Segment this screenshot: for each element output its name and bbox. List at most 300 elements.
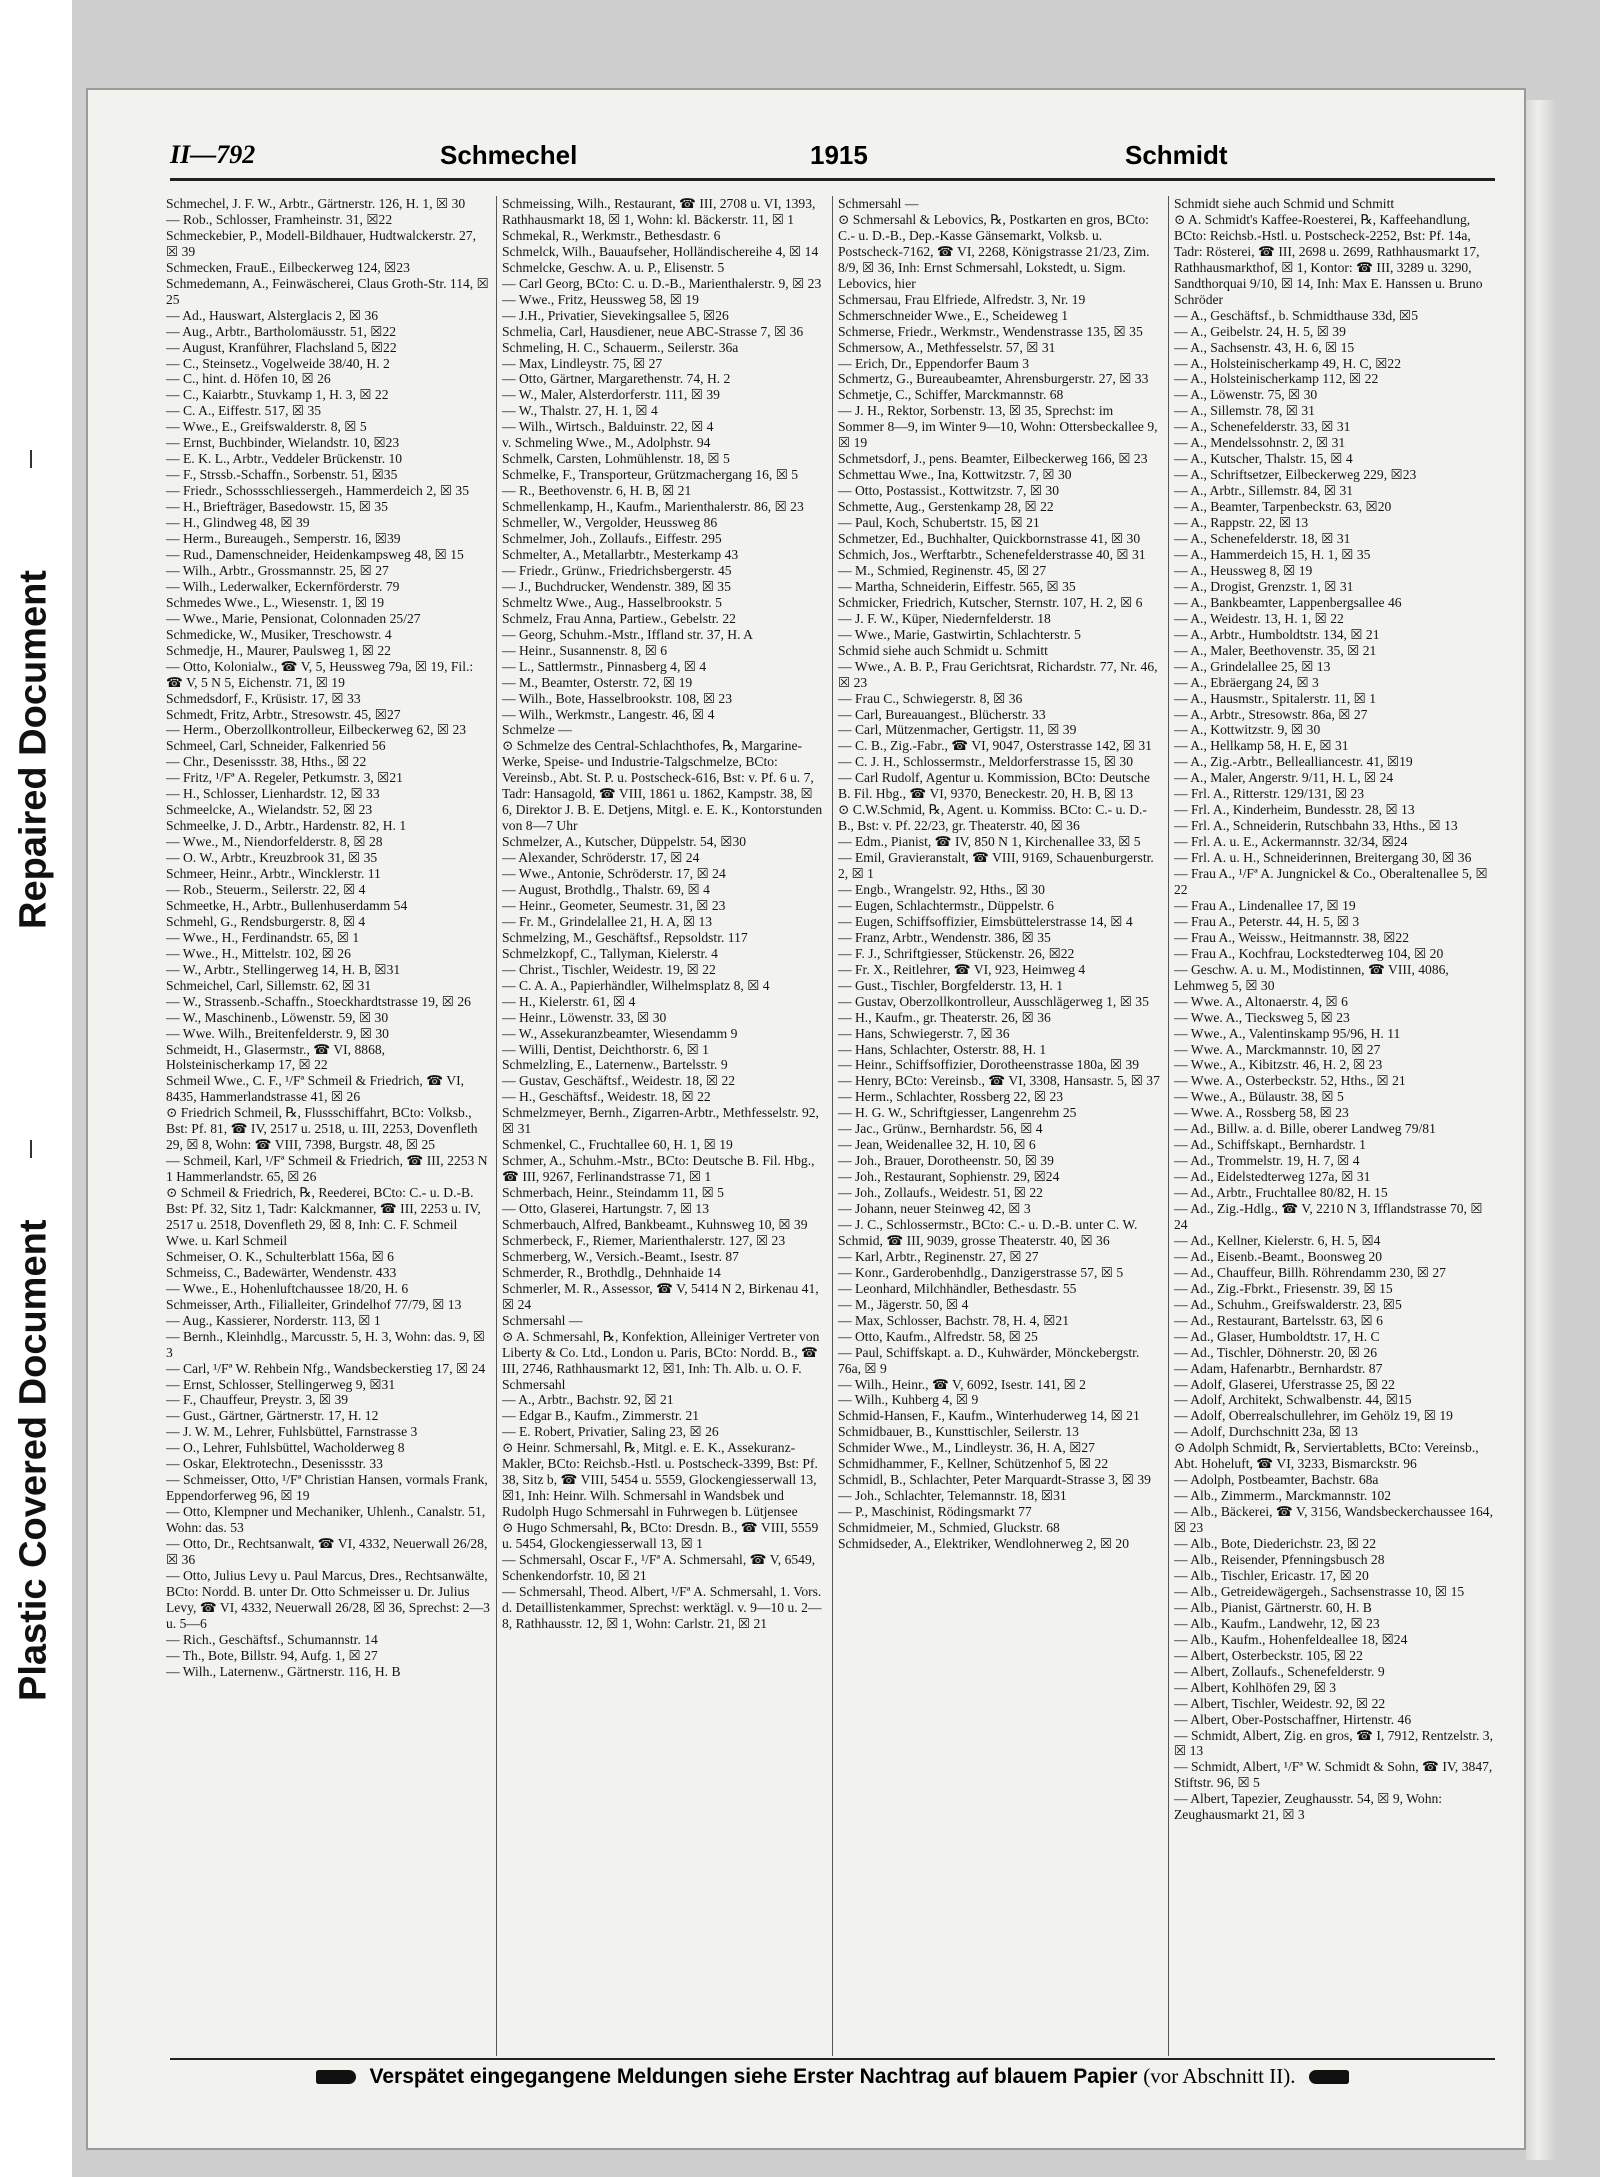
directory-entry: Schmertz, G., Bureaubeamter, Ahrensburgerstr. 27, ☒ 33 [838,371,1149,387]
directory-entry: Schmeetke, H., Arbtr., Bullenhuserdamm 54 [166,897,408,913]
directory-entry: Schmerder, R., Brothdlg., Dehnhaide 14 [502,1264,721,1280]
directory-entry: — Heinr., Löwenstr. 33, ☒ 30 [502,1009,667,1025]
directory-entry: — Alb., Kaufm., Landwehr, 12, ☒ 23 [1174,1615,1380,1631]
directory-entry: Schmersahl — [838,196,919,211]
directory-entry: Schmelze — [502,722,572,738]
directory-entry: Schmechel, J. F. W., Arbtr., Gärtnerstr. 126, H. 1, ☒ 30 [166,196,466,211]
directory-entry: — Willi, Dentist, Deichthorstr. 6, ☒ 1 [502,1041,709,1057]
running-head [170,140,1490,180]
directory-entry: — Wwe., E., Hohenluftchaussee 18/20, H. 6 [166,1280,409,1296]
directory-entry: — J. W. M., Lehrer, Fuhlsbüttel, Farnstrasse 3 [166,1424,418,1440]
directory-entry: — Schmeisser, Otto, ¹/Fª Christian Hansen, vormals Frank, Eppendorferweg 96, ☒ 19 [166,1472,488,1504]
directory-entry: — Ad., Eisenb.-Beamt., Boonsweg 20 [1174,1248,1383,1264]
directory-entry: Schmersau, Frau Elfriede, Alfredstr. 3, Nr. 19 [838,291,1086,307]
directory-entry: — A., Geibelstr. 24, H. 5, ☒ 39 [1174,323,1346,339]
directory-entry: — Wilh., Heinr., ☎ V, 6092, Isestr. 141, ☒ 2 [838,1376,1086,1392]
directory-entry: — Wwe., Fritz, Heussweg 58, ☒ 19 [502,291,699,307]
directory-entry: Schmenkel, C., Fruchtallee 60, H. 1, ☒ 19 [502,1137,733,1153]
directory-entry: — A., Arbtr., Humboldtstr. 134, ☒ 21 [1174,626,1380,642]
directory-entry: — August, Kranführer, Flachsland 5, ☒22 [166,339,397,355]
directory-entry: — H., Geschäftsf., Weidestr. 18, ☒ 22 [502,1089,711,1105]
directory-entry: Schmeisser, Arth., Filialleiter, Grindelhof 77/79, ☒ 13 [166,1296,462,1312]
directory-entry: — Franz, Arbtr., Wendenstr. 386, ☒ 35 [838,929,1051,945]
directory-entry: Schmidhammer, F., Kellner, Schützenhof 5, ☒ 22 [838,1456,1109,1472]
directory-entry: — C., hint. d. Höfen 10, ☒ 26 [166,371,331,387]
directory-entry: — Otto, Glaserei, Hartungstr. 7, ☒ 13 [502,1201,709,1217]
directory-entry: Schmeel, Carl, Schneider, Falkenried 56 [166,738,386,754]
directory-entry: — Schmidt, Albert, Zig. en gros, ☎ I, 7912, Rentzelstr. 3, ☒ 13 [1174,1727,1493,1759]
directory-entry: — C. A. A., Papierhändler, Wilhelmsplatz 8, ☒ 4 [502,977,770,993]
directory-entry: — L., Sattlermstr., Pinnasberg 4, ☒ 4 [502,658,707,674]
directory-entry: — W., Strassenb.-Schaffn., Stoeckhardtstrasse 19, ☒ 26 [166,993,471,1009]
directory-entry: ⊙ A. Schmersahl, ℞, Konfektion, Alleiniger Vertreter von Liberty & Co. Ltd., London u. Paris, BCto: Nordd. B., ☎ III, 2746, Rathhausmarkt 12, ☒1, Inh: Th. Alb. u. O. F. Schmersahl [502,1328,820,1392]
directory-entry: — A., Heussweg 8, ☒ 19 [1174,562,1313,578]
directory-entry: — Frl. A., Schneiderin, Rutschbahn 33, Hths., ☒ 13 [1174,818,1458,834]
directory-entry: — Albert, Tischler, Weidestr. 92, ☒ 22 [1174,1695,1386,1711]
directory-entry: — Frau C., Schwiegerstr. 8, ☒ 36 [838,690,1023,706]
directory-entry: — C. J. H., Schlossermstr., Meldorferstrasse 15, ☒ 30 [838,754,1133,770]
page-number: II—792 [170,140,256,169]
directory-entry: — A., Sillemstr. 78, ☒ 31 [1174,403,1315,419]
directory-entry: — Rich., Geschäftsf., Schumannstr. 14 [166,1631,378,1647]
directory-entry: Schmerse, Friedr., Werkmstr., Wendenstrasse 135, ☒ 35 [838,323,1143,339]
directory-entry: — Carl Georg, BCto: C. u. D.-B., Marienthalerstr. 9, ☒ 23 [502,275,822,291]
dash-mark [30,450,32,468]
directory-entry: — Wwe. A., Tiecksweg 5, ☒ 23 [1174,1009,1350,1025]
directory-entry: — Albert, Osterbeckstr. 105, ☒ 22 [1174,1647,1363,1663]
directory-entry: — A., Kutscher, Thalstr. 15, ☒ 4 [1174,451,1353,467]
directory-entry: — Max, Schlosser, Bachstr. 78, H. 4, ☒21 [838,1312,1070,1328]
directory-entry: — A., Maler, Angerstr. 9/11, H. L, ☒ 24 [1174,770,1394,786]
directory-entry: — Heinr., Geometer, Seumestr. 31, ☒ 23 [502,897,726,913]
directory-entry: ⊙ Adolph Schmidt, ℞, Serviertabletts, BCto: Vereinsb., Abt. Hoheluft, ☎ VI, 3233, Bismarckstr. 96 [1174,1440,1479,1472]
directory-entry: — Otto, Gärtner, Margarethenstr. 74, H. 2 [502,371,731,387]
column-3 [838,196,1162,2056]
directory-entry: — Wwe., H., Ferdinandstr. 65, ☒ 1 [166,929,360,945]
directory-entry: — Carl, Mützenmacher, Gertigstr. 11, ☒ 39 [838,722,1077,738]
directory-entry: — Alb., Kaufm., Hohenfeldeallee 18, ☒24 [1174,1631,1408,1647]
directory-entry: — A., Hellkamp 58, H. E, ☒ 31 [1174,738,1349,754]
directory-entry: — Schmersahl, Theod. Albert, ¹/Fª A. Schmersahl, 1. Vors. d. Detaillistenkammer, Sprechst: werktägl. v. 9—10 u. 2—8, Rathhausstr. 12, ☒ 1, Wohn: Carlstr. 21, ☒ 21 [502,1583,822,1631]
directory-entry: ⊙ Schmersahl & Lebovics, ℞, Postkarten en gros, BCto: C.- u. D.-B., Dep.-Kasse Gänsemarkt, Volksb. u. Postscheck-7162, ☎ VI, 2268, Königstrasse 21/23, Zim. 8/9, ☒ 36, Inh: Ernst Schmersahl, Lokstedt, u. Sigm. Lebovics, hier [838,211,1150,291]
directory-entry: — Ad., Billw. a. d. Bille, oberer Landweg 79/81 [1174,1121,1436,1137]
directory-entry: — Ernst, Buchbinder, Wielandstr. 10, ☒23 [166,435,400,451]
directory-entry: — Wwe. Wilh., Breitenfelderstr. 9, ☒ 30 [166,1025,389,1041]
entry-columns [166,196,1496,2056]
directory-entry: — Max, Lindleystr. 75, ☒ 27 [502,355,663,371]
directory-entry: — Wilh., Laternenw., Gärtnerstr. 116, H. B [166,1663,401,1679]
directory-entry: — Wilh., Bote, Hasselbrookstr. 108, ☒ 23 [502,690,733,706]
directory-entry: — A., Schriftsetzer, Eilbeckerweg 229, ☒23 [1174,467,1417,483]
directory-entry: — Ad., Glaser, Humboldtstr. 17, H. C [1174,1328,1380,1344]
directory-entry: — Gustav, Geschäftsf., Weidestr. 18, ☒ 22 [502,1073,736,1089]
directory-entry: Schmeil Wwe., C. F., ¹/Fª Schmeil & Friedrich, ☎ VI, 8435, Hammerlandstrasse 41, ☒ 26 [166,1073,465,1105]
directory-entry: — Joh., Brauer, Dorotheenstr. 50, ☒ 39 [838,1153,1054,1169]
directory-entry: Schmeissing, Wilh., Restaurant, ☎ III, 2708 u. VI, 1393, Rathhausmarkt 18, ☒ 1, Wohn: kl. Bäckerstr. 11, ☒ 1 [502,196,816,227]
directory-entry: — H., Briefträger, Basedowstr. 15, ☒ 35 [166,499,388,515]
directory-entry: Schmelz, Frau Anna, Partiew., Gebelstr. 22 [502,610,736,626]
directory-entry: — Adolf, Oberrealschullehrer, im Gehölz 19, ☒ 19 [1174,1408,1453,1424]
directory-entry: Schmehl, G., Rendsburgerstr. 8, ☒ 4 [166,913,366,929]
directory-entry: — Eugen, Schiffsoffizier, Eimsbüttelerstrasse 14, ☒ 4 [838,913,1133,929]
side-label-strip [0,0,72,2177]
directory-entry: — Emil, Gravieranstalt, ☎ VIII, 9169, Schauenburgerstr. 2, ☒ 1 [838,850,1154,882]
directory-entry: Schmidmeier, M., Schmied, Gluckstr. 68 [838,1520,1060,1536]
directory-entry: — Karl, Arbtr., Reginenstr. 27, ☒ 27 [838,1248,1039,1264]
directory-entry: — Rud., Damenschneider, Heidenkampsweg 48, ☒ 15 [166,546,464,562]
directory-entry: Schmelmer, Joh., Zollaufs., Eiffestr. 295 [502,531,722,547]
directory-entry: — C. B., Zig.-Fabr., ☎ VI, 9047, Osterstrasse 142, ☒ 31 [838,738,1152,754]
directory-entry: — W., Maschinenb., Löwenstr. 59, ☒ 30 [166,1009,389,1025]
directory-entry: — Edm., Pianist, ☎ IV, 850 N 1, Kirchenallee 33, ☒ 5 [838,834,1141,850]
directory-entry: — Rob., Steuerm., Seilerstr. 22, ☒ 4 [166,881,366,897]
directory-entry: — Alexander, Schröderstr. 17, ☒ 24 [502,850,700,866]
directory-entry: — Carl, ¹/Fª W. Rehbein Nfg., Wandsbeckerstieg 17, ☒ 24 [166,1360,486,1376]
directory-entry: — W., Maler, Alsterdorferstr. 111, ☒ 39 [502,387,720,403]
directory-entry: — J. C., Schlossermstr., BCto: C.- u. D.-B. unter C. W. Schmid, ☎ III, 9039, grosse Theaterstr. 40, ☒ 36 [838,1217,1138,1248]
directory-entry: Schmeelke, J. D., Arbtr., Hardenstr. 82, H. 1 [166,818,407,834]
directory-entry: — Ad., Zig.-Hdlg., ☎ V, 2210 N 3, Ifflandstrasse 70, ☒ 24 [1174,1201,1483,1232]
directory-entry: — Leonhard, Milchhändler, Bethesdastr. 55 [838,1280,1077,1296]
directory-entry: — Adolf, Durchschnitt 23a, ☒ 13 [1174,1424,1358,1440]
directory-entry: — Paul, Schiffskapt. a. D., Kuhwärder, Mönckebergstr. 76a, ☒ 9 [838,1344,1140,1376]
directory-entry: Schmeltz Wwe., Aug., Hasselbrookstr. 5 [502,594,722,610]
directory-entry: — Wwe. A., Altonaerstr. 4, ☒ 6 [1174,993,1348,1009]
directory-entry: — J.H., Privatier, Sievekingsallee 5, ☒26 [502,307,729,323]
directory-entry: — Alb., Bote, Diederichstr. 23, ☒ 22 [1174,1536,1377,1552]
directory-entry: Schmeiser, O. K., Schulterblatt 156a, ☒ 6 [166,1248,394,1264]
directory-entry: — Alb., Tischler, Ericastr. 17, ☒ 20 [1174,1567,1369,1583]
directory-entry: — Alb., Bäckerei, ☎ V, 3156, Wandsbeckerchaussee 164, ☒ 23 [1174,1504,1493,1536]
directory-entry: — Ad., Trommelstr. 19, H. 7, ☒ 4 [1174,1153,1360,1169]
directory-entry: Schmette, Aug., Gerstenkamp 28, ☒ 22 [838,499,1054,515]
directory-entry: — Fr. M., Grindelallee 21, H. A, ☒ 13 [502,913,713,929]
directory-entry: — A., Arbtr., Sillemstr. 84, ☒ 31 [1174,483,1354,499]
directory-entry: — Herm., Bureaugeh., Semperstr. 16, ☒39 [166,531,401,547]
directory-entry: Schmerler, M. R., Assessor, ☎ V, 5414 N 2, Birkenau 41, ☒ 24 [502,1280,819,1312]
directory-entry: Schmicker, Friedrich, Kutscher, Sternstr. 107, H. 2, ☒ 6 [838,594,1143,610]
directory-entry: — Wwe., Marie, Pensionat, Colonnaden 25/27 [166,610,421,626]
directory-entry: Schmidl, B., Schlachter, Peter Marquardt-Strasse 3, ☒ 39 [838,1472,1151,1488]
directory-entry: Schmersow, A., Methfesselstr. 57, ☒ 31 [838,339,1056,355]
directory-entry: — Wilh., Wirtsch., Balduinstr. 22, ☒ 4 [502,419,714,435]
directory-entry: — Aug., Arbtr., Bartholomäusstr. 51, ☒22 [166,323,397,339]
directory-entry: — Heinr., Susannenstr. 8, ☒ 6 [502,642,668,658]
directory-entry: — Ad., Schuhm., Greifswalderstr. 23, ☒5 [1174,1296,1402,1312]
column-2 [502,196,826,2056]
directory-entry: — W., Assekuranzbeamter, Wiesendamm 9 [502,1025,738,1041]
directory-entry: — Ad., Zig.-Fbrkt., Friesenstr. 39, ☒ 15 [1174,1280,1393,1296]
directory-entry: Schmeichel, Carl, Sillemstr. 62, ☒ 31 [166,977,372,993]
directory-entry: Schmelcke, Geschw. A. u. P., Elisenstr. 5 [502,259,725,275]
directory-entry: Schmer, A., Schuhm.-Mstr., BCto: Deutsche B. Fil. Hbg., ☎ III, 9267, Ferlinandstrasse 71, ☒ 1 [502,1153,815,1185]
column-4 [1174,196,1498,2056]
directory-entry: — Georg, Schuhm.-Mstr., Iffland str. 37, H. A [502,626,753,642]
directory-entry: — A., Zig.-Arbtr., Bellealliancestr. 41, ☒19 [1174,754,1413,770]
directory-entry: Schmeckebier, P., Modell-Bildhauer, Hudtwalckerstr. 27, ☒ 39 [166,227,476,259]
directory-year: 1915 [810,140,868,170]
directory-entry: — Wilh., Kuhberg 4, ☒ 9 [838,1392,979,1408]
footer-rule [170,2058,1495,2060]
directory-entry: — Alb., Getreidewägergeh., Sachsenstrasse 10, ☒ 15 [1174,1583,1465,1599]
directory-entry: — Wwe., A., Bülaustr. 38, ☒ 5 [1174,1089,1344,1105]
directory-entry: — H., Schlosser, Lienhardstr. 12, ☒ 33 [166,786,380,802]
directory-entry: — P., Maschinist, Rödingsmarkt 77 [838,1504,1032,1520]
directory-entry: Schmelter, A., Metallarbtr., Mesterkamp 43 [502,546,739,562]
directory-entry: — Geschw. A. u. M., Modistinnen, ☎ VIII, 4086, Lehmweg 5, ☒ 30 [1174,961,1449,993]
directory-entry: — A., Schenefelderstr. 18, ☒ 31 [1174,531,1351,547]
directory-entry: — Wilh., Werkmstr., Langestr. 46, ☒ 4 [502,706,715,722]
directory-entry: ⊙ Heinr. Schmersahl, ℞, Mitgl. e. E. K., Assekuranz-Makler, BCto: Reichsb.-Hstl. u. Postscheck-3399, Bst: Pf. 38, Sitz b, ☎ VIII, 5454 u. 5559, Glockengiesserwall 13, ☒1, Inh: Heinr. Wilh. Schmersahl in Wandsbek und Rudolph Hugo Schmersahl in Fuhrwegen b. Lütjensee [502,1440,818,1520]
directory-entry: Schmedt, Fritz, Arbtr., Stresowstr. 45, ☒27 [166,706,401,722]
directory-entry: — Konr., Garderobenhdlg., Danzigerstrasse 57, ☒ 5 [838,1264,1124,1280]
directory-entry: Schmelzer, A., Kutscher, Düppelstr. 54, ☒30 [502,834,747,850]
directory-entry: Schmich, Jos., Werftarbtr., Schenefelderstrasse 40, ☒ 31 [838,546,1146,562]
directory-entry: — Otto, Julius Levy u. Paul Marcus, Dres., Rechtsanwälte, BCto: Nordd. B. unter Dr. Otto Schmeisser u. Dr. Julius Levy, ☎ VI, 4332, Neuerwall 26/28, ☒ 36, Sprechst: 2—3 u. 5—6 [166,1567,490,1631]
directory-entry: — Fritz, ¹/Fª A. Regeler, Petkumstr. 3, ☒21 [166,770,403,786]
directory-entry: — Frau A., Lindenallee 17, ☒ 19 [1174,897,1356,913]
directory-entry: — A., Schenefelderstr. 33, ☒ 31 [1174,419,1351,435]
first-name-heading: Schmechel [440,140,578,170]
directory-entry: Schmetje, C., Schiffer, Marckmannstr. 68 [838,387,1064,403]
directory-entry: Schmedje, H., Maurer, Paulsweg 1, ☒ 22 [166,642,391,658]
directory-entry: — Alb., Pianist, Gärtnerstr. 60, H. B [1174,1599,1372,1615]
directory-entry: — Ernst, Schlosser, Stellingerweg 9, ☒31 [166,1376,396,1392]
directory-entry: — Otto, Kaufm., Alfredstr. 58, ☒ 25 [838,1328,1038,1344]
directory-entry: — C., Steinsetz., Vogelweide 38/40, H. 2 [166,355,390,371]
directory-entry: — Albert, Ober-Postschaffner, Hirtenstr. 46 [1174,1711,1412,1727]
directory-entry: — Wilh., Arbtr., Grossmannstr. 25, ☒ 27 [166,562,389,578]
directory-entry: Schmellenkamp, H., Kaufm., Marienthalerstr. 86, ☒ 23 [502,499,804,515]
directory-entry: — Wwe., A., Valentinskamp 95/96, H. 11 [1174,1025,1401,1041]
directory-entry: — Schmeil, Karl, ¹/Fª Schmeil & Friedrich, ☎ III, 2253 N 1 Hammerlandstr. 65, ☒ 26 [166,1153,488,1185]
directory-entry: ⊙ Friedrich Schmeil, ℞, Flussschiffahrt, BCto: Volksb., Bst: Pf. 81, ☎ IV, 2517 u. 2518, u. III, 2253, Dovenfleth 29, ☒ 8, Wohn: ☎ VIII, 7398, Burgstr. 48, ☒ 25 [166,1105,478,1153]
directory-entry: — Adolf, Glaserei, Uferstrasse 25, ☒ 22 [1174,1376,1395,1392]
directory-entry: Schmecken, FrauE., Eilbeckerweg 124, ☒23 [166,259,410,275]
directory-entry: Schmeller, W., Vergolder, Heussweg 86 [502,515,718,531]
directory-entry: Schmelk, Carsten, Lohmühlenstr. 18, ☒ 5 [502,451,730,467]
footer-note [170,2064,1495,2089]
directory-entry: ⊙ A. Schmidt's Kaffee-Roesterei, ℞, Kaffeehandlung, BCto: Reichsb.-Hstl. u. Postscheck-2252, Bst: Pf. 14a, Tadr: Rösterei, ☎ III, 2698 u. 2699, Rathhausmarkt 17, Rathhausmarkthof, ☒ 1, Kontor: ☎ III, 3289 u. 3290, Sandthorquai 9/10, ☒ 14, Inh: Max E. Hanssen u. Bruno Schröder [1174,211,1483,307]
directory-entry: — Wwe., A., Kibitzstr. 46, H. 2, ☒ 23 [1174,1057,1383,1073]
header-rule [170,178,1495,181]
directory-entry: — C., Kaiarbtr., Stuvkamp 1, H. 3, ☒ 22 [166,387,389,403]
directory-entry: — A., Kottwitzstr. 9, ☒ 30 [1174,722,1321,738]
directory-entry: — Wwe., H., Mittelstr. 102, ☒ 26 [166,945,351,961]
directory-entry: — Ad., Eidelstedterweg 127a, ☒ 31 [1174,1169,1371,1185]
directory-entry: — A., Hammerdeich 15, H. 1, ☒ 35 [1174,546,1371,562]
directory-entry: — Frau A., Kochfrau, Lockstedterweg 104, ☒ 20 [1174,945,1444,961]
directory-entry: — A., Beamter, Tarpenbeckstr. 63, ☒20 [1174,499,1392,515]
directory-entry: — C. A., Eiffestr. 517, ☒ 35 [166,403,322,419]
directory-entry: — Frl. A., Ritterstr. 129/131, ☒ 23 [1174,786,1365,802]
directory-entry: Schmider Wwe., M., Lindleystr. 36, H. A, ☒27 [838,1440,1095,1456]
directory-entry: Schmedemann, A., Feinwäscherei, Claus Groth-Str. 114, ☒ 25 [166,275,489,307]
directory-entry: — Wwe., Antonie, Schröderstr. 17, ☒ 24 [502,866,726,882]
directory-entry: — Adolf, Architekt, Schwalbenstr. 44, ☒15 [1174,1392,1412,1408]
directory-entry: — Adam, Hafenarbtr., Bernhardstr. 87 [1174,1360,1383,1376]
directory-entry: — A., Holsteinischerkamp 112, ☒ 22 [1174,371,1379,387]
directory-entry: — Albert, Kohlhöfen 29, ☒ 3 [1174,1679,1337,1695]
directory-entry: Schmerbeck, F., Riemer, Marienthalerstr. 127, ☒ 23 [502,1232,786,1248]
directory-entry: — H. G. W., Schriftgiesser, Langenrehm 25 [838,1105,1077,1121]
directory-entry: Schmeelcke, A., Wielandstr. 52, ☒ 23 [166,802,373,818]
directory-entry: — Wwe., A. B. P., Frau Gerichtsrat, Richardstr. 77, Nr. 46, ☒ 23 [838,658,1158,690]
directory-entry: — Chr., Desenissstr. 38, Hths., ☒ 22 [166,754,367,770]
directory-entry: — Friedr., Schossschliessergeh., Hammerdeich 2, ☒ 35 [166,483,470,499]
directory-entry: — Eugen, Schlachtermstr., Düppelstr. 6 [838,897,1054,913]
directory-entry: Schmelck, Wilh., Bauaufseher, Holländischereihe 4, ☒ 14 [502,243,819,259]
directory-entry: — F., Strssb.-Schaffn., Sorbenstr. 51, ☒35 [166,467,398,483]
directory-entry: — Albert, Zollaufs., Schenefelderstr. 9 [1174,1663,1385,1679]
footer-main-text: Verspätet eingegangene Meldungen siehe Erster Nachtrag auf blauem Papier [369,2065,1138,2088]
directory-entry: Schmid-Hansen, F., Kaufm., Winterhuderweg 14, ☒ 21 [838,1408,1140,1424]
directory-entry: ⊙ C.W.Schmid, ℞, Agent. u. Kommiss. BCto: C.- u. D.-B., Bst: v. Pf. 22/23, gr. Theaterstr. 40, ☒ 36 [838,802,1147,834]
directory-entry: — Frau A., Weissw., Heitmannstr. 38, ☒22 [1174,929,1410,945]
directory-entry: Schmedes Wwe., L., Wiesenstr. 1, ☒ 19 [166,594,385,610]
directory-entry: — Ad., Tischler, Döhnerstr. 20, ☒ 26 [1174,1344,1378,1360]
directory-entry: — Frl. A. u. E., Ackermannstr. 32/34, ☒24 [1174,834,1408,850]
directory-entry: Schmetsdorf, J., pens. Beamter, Eilbeckerweg 166, ☒ 23 [838,451,1148,467]
directory-entry: Schmidbauer, B., Kunsttischler, Seilerstr. 13 [838,1424,1079,1440]
directory-entry: — F. J., Schriftgiesser, Stückenstr. 26, ☒22 [838,945,1075,961]
directory-entry: — R., Beethovenstr. 6, H. B, ☒ 21 [502,483,692,499]
directory-entry: Schmeidt, H., Glasermstr., ☎ VI, 8868, Holsteinischerkamp 17, ☒ 22 [166,1041,386,1073]
directory-entry: — A., Maler, Beethovenstr. 35, ☒ 21 [1174,642,1377,658]
directory-entry: Schmerbach, Heinr., Steindamm 11, ☒ 5 [502,1185,724,1201]
directory-entry: — Fr. X., Reitlehrer, ☎ VI, 923, Heimweg 4 [838,961,1086,977]
directory-entry: — Wwe. A., Rossberg 58, ☒ 23 [1174,1105,1349,1121]
directory-entry: Schmedsdorf, F., Krüsistr. 17, ☒ 33 [166,690,361,706]
directory-entry: — Albert, Tapezier, Zeughausstr. 54, ☒ 9, Wohn: Zeughausmarkt 21, ☒ 3 [1174,1791,1443,1823]
directory-entry: — M., Schmied, Reginenstr. 45, ☒ 27 [838,562,1047,578]
directory-entry: — O., Lehrer, Fuhlsbüttel, Wacholderweg 8 [166,1440,405,1456]
directory-entry: — Th., Bote, Billstr. 94, Aufg. 1, ☒ 27 [166,1647,378,1663]
directory-entry: — Otto, Klempner und Mechaniker, Uhlenh., Canalstr. 51, Wohn: das. 53 [166,1504,486,1536]
directory-entry: — Gustav, Oberzollkontrolleur, Ausschlägerweg 1, ☒ 35 [838,993,1149,1009]
directory-entry: — Erich, Dr., Eppendorfer Baum 3 [838,355,1030,371]
directory-entry: — Henry, BCto: Vereinsb., ☎ VI, 3308, Hansastr. 5, ☒ 37 [838,1073,1160,1089]
directory-entry: — Carl Rudolf, Agentur u. Kommission, BCto: Deutsche B. Fil. Hbg., ☎ VI, 9370, Beneckestr. 20, H. B, ☒ 13 [838,770,1150,802]
directory-entry: — A., Weidestr. 13, H. 1, ☒ 22 [1174,610,1344,626]
directory-entry: — A., Rappstr. 22, ☒ 13 [1174,515,1309,531]
directory-entry: Schmelia, Carl, Hausdiener, neue ABC-Strasse 7, ☒ 36 [502,323,804,339]
directory-entry: — Jean, Weidenallee 32, H. 10, ☒ 6 [838,1137,1036,1153]
directory-entry: — A., Grindelallee 25, ☒ 13 [1174,658,1331,674]
directory-entry: Schmidseder, A., Elektriker, Wendlohnerweg 2, ☒ 20 [838,1536,1130,1552]
directory-entry: — Joh., Zollaufs., Weidestr. 51, ☒ 22 [838,1185,1043,1201]
directory-entry: — Frau A., ¹/Fª A. Jungnickel & Co., Oberaltenallee 5, ☒ 22 [1174,866,1488,897]
directory-entry: — Joh., Restaurant, Sophienstr. 29, ☒24 [838,1169,1060,1185]
directory-entry: Schmerbauch, Alfred, Bankbeamt., Kuhnsweg 10, ☒ 39 [502,1217,808,1232]
directory-entry: — A., Holsteinischerkamp 49, H. C, ☒22 [1174,355,1402,371]
directory-entry: — Martha, Schneiderin, Eiffestr. 565, ☒ 35 [838,578,1076,594]
directory-entry: — E. K. L., Arbtr., Veddeler Brückenstr. 10 [166,451,403,467]
directory-entry: v. Schmeling Wwe., M., Adolphstr. 94 [502,435,711,451]
directory-entry: — H., Kielerstr. 61, ☒ 4 [502,993,636,1009]
column-divider [496,196,497,2056]
directory-entry: — A., Sachsenstr. 43, H. 6, ☒ 15 [1174,339,1355,355]
directory-entry: — Johann, neuer Steinweg 42, ☒ 3 [838,1201,1031,1217]
directory-entry: Schmeiss, C., Badewärter, Wendenstr. 433 [166,1264,397,1280]
directory-entry: Schmerberg, W., Versich.-Beamt., Isestr. 87 [502,1248,739,1264]
footer-paren-text: (vor Abschnitt II). [1143,2064,1296,2088]
directory-entry: — Friedr., Grünw., Friedrichsbergerstr. 45 [502,562,732,578]
repaired-document-label: Repaired Document [12,570,55,930]
directory-entry: — Carl, Bureauangest., Blücherstr. 33 [838,706,1046,722]
directory-entry: — Hans, Schlachter, Osterstr. 88, H. 1 [838,1041,1047,1057]
directory-entry: — J. H., Rektor, Sorbenstr. 13, ☒ 35, Sprechst: im Sommer 8—9, im Winter 9—10, Wohn: Ottersbeckallee 9, ☒ 19 [838,403,1158,451]
directory-entry: ⊙ Schmeil & Friedrich, ℞, Reederei, BCto: C.- u. D.-B. Bst: Pf. 32, Sitz 1, Tadr: Kalckmanner, ☎ III, 2253 u. IV, 2517 u. 2518, Dovenfleth 29, ☒ 8, Inh: C. F. Schmeil Wwe. u. Karl Schmeil [166,1185,481,1248]
directory-entry: Schmeling, H. C., Schauerm., Seilerstr. 36a [502,339,739,355]
directory-entry: — Edgar B., Kaufm., Zimmerstr. 21 [502,1408,700,1424]
column-divider [1168,196,1169,2056]
directory-entry: — H., Kaufm., gr. Theaterstr. 26, ☒ 36 [838,1009,1051,1025]
directory-entry: — Ad., Kellner, Kielerstr. 6, H. 5, ☒4 [1174,1232,1381,1248]
directory-entry: — Otto, Dr., Rechtsanwalt, ☎ VI, 4332, Neuerwall 26/28, ☒ 36 [166,1536,488,1568]
directory-entry: — E. Robert, Privatier, Saling 23, ☒ 26 [502,1424,719,1440]
directory-entry: — Bernh., Kleinhdlg., Marcusstr. 5, H. 3, Wohn: das. 9, ☒ 3 [166,1328,485,1360]
directory-entry: — Oskar, Elektrotechn., Desenissstr. 33 [166,1456,383,1472]
directory-entry: — A., Ebräergang 24, ☒ 3 [1174,674,1319,690]
directory-entry: Schmid siehe auch Schmidt u. Schmitt [838,642,1048,658]
directory-entry: — W., Arbtr., Stellingerweg 14, H. B, ☒31 [166,961,401,977]
directory-entry: — A., Hausmstr., Spitalerstr. 11, ☒ 1 [1174,690,1376,706]
directory-entry: Schmidt siehe auch Schmid und Schmitt [1174,196,1395,211]
pointing-hand-icon [316,2070,356,2084]
directory-entry: — Joh., Schlachter, Telemannstr. 18, ☒31 [838,1488,1067,1504]
directory-entry: — Otto, Postassist., Kottwitzstr. 7, ☒ 30 [838,483,1060,499]
directory-entry: — Rob., Schlosser, Framheinstr. 31, ☒22 [166,211,393,227]
plastic-covered-document-label: Plastic Covered Document [12,1219,55,1701]
directory-entry: — Alb., Reisender, Pfenningsbusch 28 [1174,1552,1385,1568]
directory-entry: — Aug., Kassierer, Norderstr. 113, ☒ 1 [166,1312,381,1328]
directory-entry: — Ad., Schiffskapt., Bernhardstr. 1 [1174,1137,1366,1153]
directory-entry: — Frl. A. u. H., Schneiderinnen, Breitergang 30, ☒ 36 [1174,850,1472,866]
directory-entry: — Alb., Zimmerm., Marckmannstr. 102 [1174,1488,1392,1504]
directory-entry: — W., Thalstr. 27, H. 1, ☒ 4 [502,403,658,419]
directory-entry: — H., Glindweg 48, ☒ 39 [166,515,310,531]
directory-entry: — Ad., Chauffeur, Billh. Röhrendamm 230, ☒ 27 [1174,1264,1446,1280]
page-edge [1526,100,1556,2160]
directory-entry: — Engb., Wrangelstr. 92, Hths., ☒ 30 [838,881,1045,897]
directory-entry: — Herm., Schlachter, Rossberg 22, ☒ 23 [838,1089,1064,1105]
directory-entry: Schmekal, R., Werkmstr., Bethesdastr. 6 [502,227,721,243]
directory-entry: — M., Jägerstr. 50, ☒ 4 [838,1296,969,1312]
directory-entry: — Adolph, Postbeamter, Bachstr. 68a [1174,1472,1379,1488]
directory-entry: — Frl. A., Kinderheim, Bundesstr. 28, ☒ 13 [1174,802,1415,818]
directory-entry: Schmedicke, W., Musiker, Treschowstr. 4 [166,626,392,642]
directory-entry: — Wwe. A., Marckmannstr. 10, ☒ 27 [1174,1041,1381,1057]
directory-entry: — Wwe., Marie, Gastwirtin, Schlachterstr. 5 [838,626,1081,642]
directory-entry: Schmeer, Heinr., Arbtr., Wincklerstr. 11 [166,866,381,882]
directory-entry: — Christ., Tischler, Weidestr. 19, ☒ 22 [502,961,716,977]
directory-entry: — Gust., Gärtner, Gärtnerstr. 17, H. 12 [166,1408,379,1424]
directory-entry: — Frau A., Peterstr. 44, H. 5, ☒ 3 [1174,913,1360,929]
directory-entry: Schmerschneider Wwe., E., Scheideweg 1 [838,307,1069,323]
directory-entry: — O. W., Arbtr., Kreuzbrook 31, ☒ 35 [166,850,378,866]
pointing-hand-icon [1309,2070,1349,2084]
directory-entry: — A., Bankbeamter, Lappenbergsallee 46 [1174,594,1402,610]
last-name-heading: Schmidt [1125,140,1228,170]
directory-entry: — Wwe., M., Niendorfelderstr. 8, ☒ 28 [166,834,383,850]
directory-entry: — A., Geschäftsf., b. Schmidthause 33d, ☒5 [1174,307,1419,323]
column-1 [166,196,490,2056]
directory-entry: — Otto, Kolonialw., ☎ V, 5, Heussweg 79a, ☒ 19, Fil.: ☎ V, 5 N 5, Eichenstr. 71, ☒ 19 [166,658,474,690]
dash-mark [30,1140,32,1158]
directory-entry: — Herm., Oberzollkontrolleur, Eilbeckerweg 62, ☒ 23 [166,722,467,738]
directory-entry: — J. F. W., Küper, Niedernfelderstr. 18 [838,610,1051,626]
